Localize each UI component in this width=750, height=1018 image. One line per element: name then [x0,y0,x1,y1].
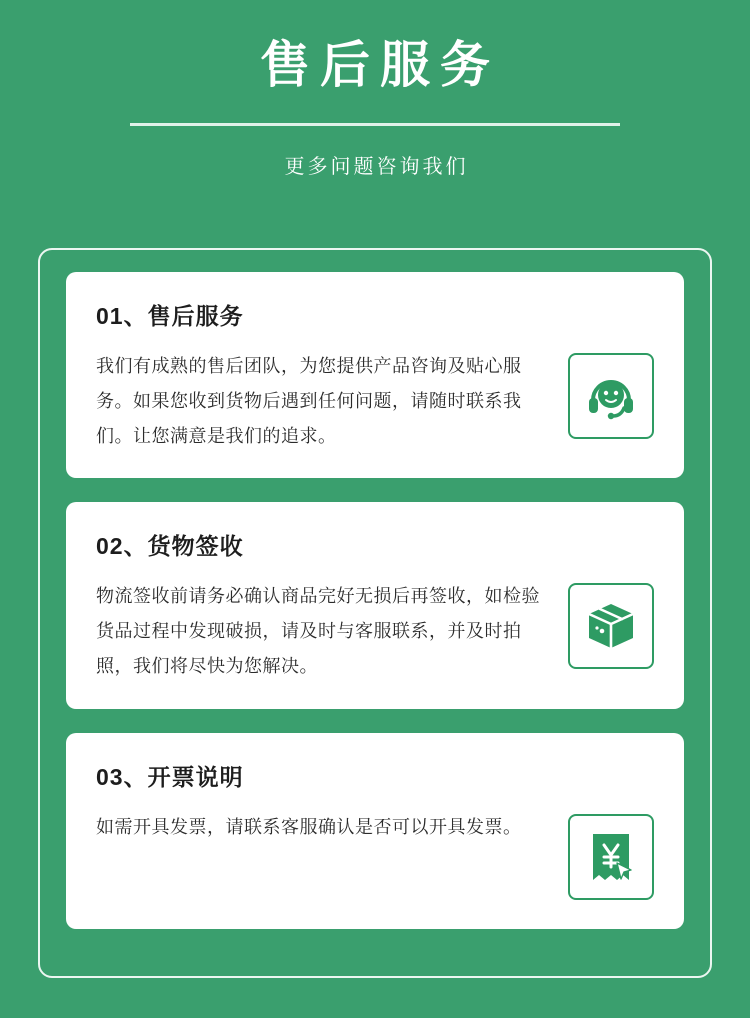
page-title: 售后服务 [260,37,500,93]
header-divider [130,123,620,126]
card-title: 01、售后服务 [96,303,244,329]
page-header [0,0,750,179]
page-subtitle: 更多问题咨询我们 [284,155,469,178]
service-card [66,733,684,929]
card-text: 物流签收前请务必确认商品完好无损后再签收，如检验货品过程中发现破损，请及时与客服联系，并及时拍照，我们将尽快为您解决。 [96,586,540,677]
service-card [66,272,684,478]
card-body [96,349,654,454]
invoice-yuan-icon [568,814,654,900]
card-title: 03、开票说明 [96,763,244,790]
content-frame [38,248,712,978]
package-box-icon [568,583,654,669]
card-body [96,810,654,900]
card-body [96,579,654,684]
card-text: 我们有成熟的售后团队，为您提供产品咨询及贴心服务。如果您收到货物后遇到任何问题，请随时联系我们。让您满意是我们的追求。 [96,356,522,447]
card-text: 如需开具发票，请联系客服确认是否可以开具发票。 [96,816,522,837]
card-title: 02、货物签收 [96,533,244,560]
headset-support-icon [568,353,654,439]
service-card [66,502,684,708]
